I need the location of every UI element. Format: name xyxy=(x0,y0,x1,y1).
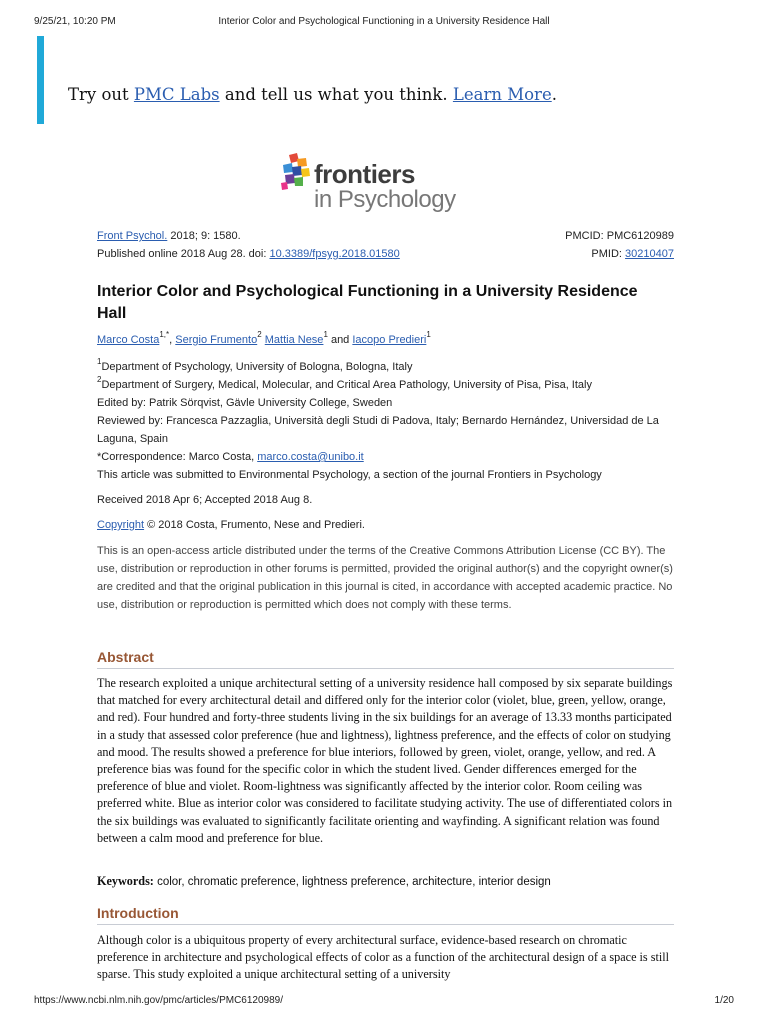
author-separator: and xyxy=(327,334,353,346)
print-page-number: 1/20 xyxy=(714,995,734,1006)
print-footer xyxy=(34,995,734,1006)
author-affiliation: 1 xyxy=(426,330,431,339)
citation-info xyxy=(97,227,400,263)
affiliation-2 xyxy=(97,376,674,394)
citation-ids xyxy=(565,227,674,263)
keywords-list: color, chromatic preference, lightness preference, architecture, interior design xyxy=(153,876,551,888)
copyright-line xyxy=(97,516,674,534)
submitted-note: This article was submitted to Environmental Psychology, a section of the journal Frontiers in Psychology xyxy=(97,469,602,481)
author-separator: , xyxy=(169,334,176,346)
abstract-text: The research exploited a unique architectural setting of a university residence hall composed by six separate buildings that matched for every architectural detail and differed only for the interior color (violet, blue, green, yellow, orange, and red). Four hundred and forty-three students living in the six buildings for an average of 13.33 months participated in a study that assessed color preference (hue and lightness), lightness preference, and the effects of color on studying and mood. The results showed a preference for blue interiors, followed by green, violet, orange, yellow, and red. A preference bias was found for the specific color in which the student lived. Gender differences emerged for the preference of blue and violet. Room-lightness was significantly affected by the interior color. Room ceiling was preferred white. Blue as interior color was considered to facilitate studying activity. The use of differentiated colors in the six buildings was evaluated to significantly facilitate orienting and wayfinding. A significant relation was found between a calm mood and preference for blue. xyxy=(97,676,673,845)
print-datetime: 9/25/21, 10:20 PM xyxy=(34,16,116,27)
logo-line2: in Psychology xyxy=(314,186,456,213)
learn-more-link[interactable]: Learn More xyxy=(452,85,552,104)
keywords-label: Keywords: xyxy=(97,874,154,888)
article-notes xyxy=(97,358,674,484)
print-title: Interior Color and Psychological Functioning in a University Residence Hall xyxy=(218,16,550,27)
affiliation-2-num: 2 xyxy=(97,375,102,384)
frontiers-logo[interactable] xyxy=(279,153,479,217)
journal-issue: 2018; 9: 1580. xyxy=(167,230,241,242)
frontiers-logo-icon xyxy=(279,153,313,193)
author-affiliation: 1 xyxy=(323,330,328,339)
banner-text xyxy=(68,85,557,104)
email-link[interactable]: marco.costa@unibo.it xyxy=(257,451,364,463)
banner-middle: and tell us what you think. xyxy=(219,85,453,104)
pmc-labs-banner xyxy=(37,36,727,124)
copyright-link[interactable]: Copyright xyxy=(97,519,145,531)
license-text: This is an open-access article distributed under the terms of the Creative Commons Attribution License (CC BY). The use, distribution or reproduction in other forums is permitted, provided the original author(s) and the copyright owner(s) are credited and that the original publication in this journal is cited, in accordance with accepted academic practice. No use, distribution or reproduction is permitted which does not comply with these terms. xyxy=(97,545,673,611)
author-affiliation: 2 xyxy=(257,330,262,339)
doi-link[interactable]: 10.3389/fpsyg.2018.01580 xyxy=(269,248,400,260)
correspondence xyxy=(97,448,674,466)
author-affiliation: 1,* xyxy=(159,330,170,339)
abstract-heading: Abstract xyxy=(97,648,674,669)
author-link[interactable]: Sergio Frumento xyxy=(175,334,258,346)
affiliation-1 xyxy=(97,358,674,376)
pmid-link[interactable]: 30210407 xyxy=(625,248,674,260)
affiliation-1-num: 1 xyxy=(97,357,102,366)
banner-accent-bar xyxy=(37,36,44,124)
copyright-text: © 2018 Costa, Frumento, Nese and Predieri. xyxy=(144,519,365,531)
author-link[interactable]: Mattia Nese xyxy=(264,334,324,346)
edited-by: Edited by: Patrik Sörqvist, Gävle University College, Sweden xyxy=(97,397,393,409)
affiliation-1-text: Department of Psychology, University of Bologna, Bologna, Italy xyxy=(101,361,413,373)
print-header xyxy=(34,16,734,27)
banner-prefix: Try out xyxy=(68,85,134,104)
correspondence-label: *Correspondence: Marco Costa, xyxy=(97,451,258,463)
received-dates: Received 2018 Apr 6; Accepted 2018 Aug 8. xyxy=(97,494,313,506)
article-title: Interior Color and Psychological Functioning in a University Residence Hall xyxy=(97,283,638,322)
author-link[interactable]: Marco Costa xyxy=(97,334,160,346)
pmcid: PMCID: PMC6120989 xyxy=(565,230,674,242)
logo-line1: frontiers xyxy=(314,159,415,189)
banner-suffix: . xyxy=(551,85,557,104)
reviewed-by: Reviewed by: Francesca Pazzaglia, Università degli Studi di Padova, Italy; Bernardo Hernández, Universidad de La Laguna, Spain xyxy=(97,415,659,445)
pmid-label: PMID: xyxy=(591,248,626,260)
author-list xyxy=(97,331,674,349)
affiliation-2-text: Department of Surgery, Medical, Molecular, and Critical Area Pathology, University of Pisa, Pisa, Italy xyxy=(101,379,592,391)
keywords xyxy=(97,873,675,891)
journal-link[interactable]: Front Psychol. xyxy=(97,230,168,242)
introduction-text: Although color is a ubiquitous property of every architectural surface, evidence-based research on chromatic preference in architecture and psychological effects of color as a function of the architectural design of a space is still sparse. This study exploited a unique architectural setting of a university xyxy=(97,933,670,982)
print-url: https://www.ncbi.nlm.nih.gov/pmc/articles/PMC6120989/ xyxy=(34,995,283,1006)
author-link[interactable]: Iacopo Predieri xyxy=(352,334,427,346)
published-label: Published online 2018 Aug 28. doi: xyxy=(97,248,270,260)
pmc-labs-link[interactable]: PMC Labs xyxy=(133,85,220,104)
introduction-heading: Introduction xyxy=(97,904,674,925)
